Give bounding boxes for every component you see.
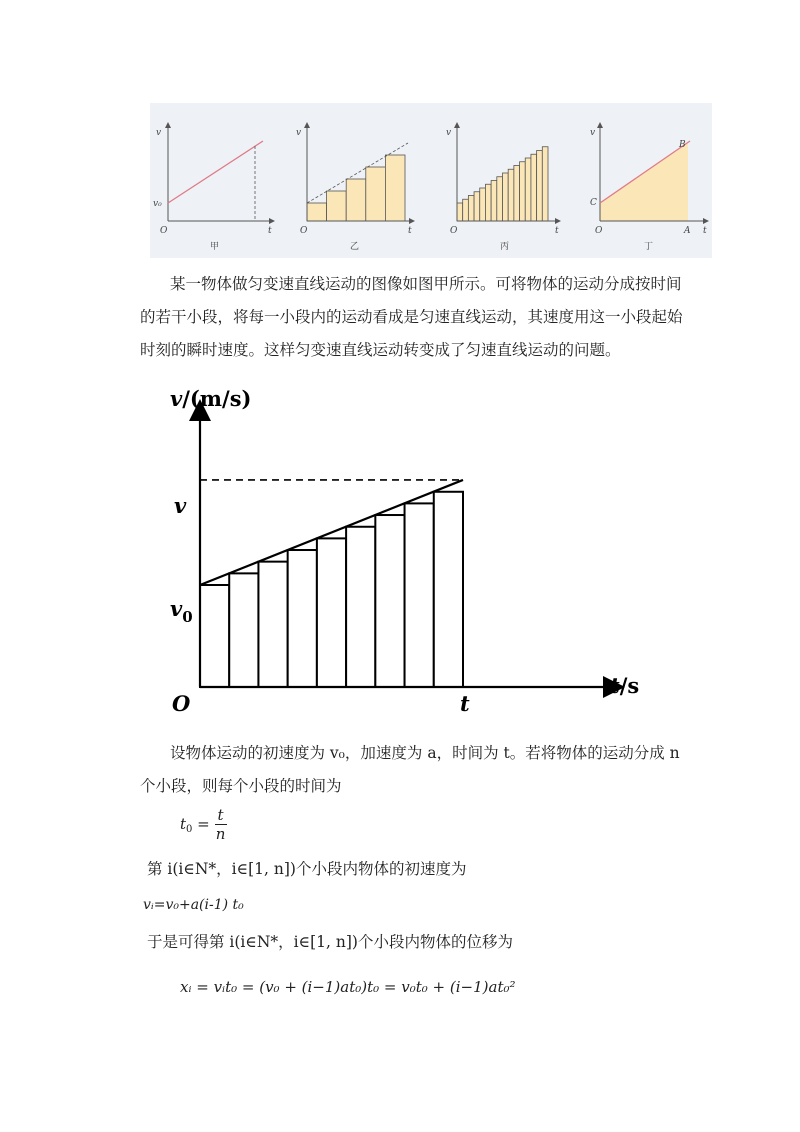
bing-t-label: t	[555, 226, 559, 236]
bing-v-label: v	[446, 128, 452, 138]
yi-caption: 乙	[350, 242, 360, 252]
bing-bar	[468, 196, 474, 222]
vt-y-symbol: v	[170, 386, 183, 411]
vi-intro	[140, 853, 700, 886]
vt-bar	[405, 503, 434, 687]
setup-line-2: 个小段，则每个小段的时间为	[140, 777, 342, 795]
bing-bar	[520, 162, 526, 221]
bing-bar	[525, 158, 531, 221]
bing-bar	[463, 199, 469, 221]
vi-intro-text: 第 i(i∈N*，i∈[1, n])个小段内物体的初速度为	[147, 860, 467, 878]
ding-v-label: v	[590, 128, 596, 138]
yi-bar	[385, 155, 405, 221]
formula-t0-eq: =	[192, 814, 215, 833]
ding-origin-label: O	[595, 226, 603, 236]
bing-origin-label: O	[450, 226, 458, 236]
yi-v-label: v	[296, 128, 302, 138]
ding-b-label: B	[679, 140, 686, 150]
setup-line-1: 设物体运动的初速度为 v₀，加速度为 a，时间为 t。若将物体的运动分成 n	[170, 744, 680, 762]
bing-bar	[542, 147, 548, 221]
jia-velocity-line	[168, 141, 263, 203]
bing-bar	[480, 188, 486, 221]
vt-y-unit: /(m/s)	[182, 386, 252, 411]
formula-t0-numerator: t	[215, 806, 227, 825]
yi-bar	[307, 203, 327, 221]
ding-c-label: C	[590, 198, 597, 208]
vt-x-axis-label	[610, 673, 639, 698]
xi-intro-text: 于是可得第 i(i∈N*，i∈[1, n])个小段内物体的位移为	[147, 933, 513, 951]
bing-bar	[497, 177, 503, 221]
formula-t0-denominator: n	[215, 825, 226, 843]
formula-xi: xᵢ = vᵢt₀ = (v₀ + (i−1)at₀)t₀ = v₀t₀ + (i−1)at₀²	[180, 978, 516, 996]
formula-t0-lhs-sub: 0	[186, 823, 193, 835]
jia-v-label: v	[156, 128, 162, 138]
bing-bar	[508, 169, 514, 221]
bing-caption: 丙	[500, 242, 510, 252]
ding-a-label: A	[684, 226, 691, 236]
vt-bar	[317, 538, 346, 687]
vt-bar	[288, 550, 317, 687]
bing-bar	[503, 173, 509, 221]
vt-origin-label: O	[172, 691, 191, 716]
graph-yi	[296, 125, 412, 252]
yi-t-label: t	[408, 226, 412, 236]
vt-v-tick: v	[174, 493, 187, 518]
bing-bar	[491, 181, 497, 222]
jia-caption: 甲	[210, 242, 220, 252]
vt-t-tick: t	[460, 691, 470, 716]
formula-vi: vᵢ=v₀+a(i-1) t₀	[143, 897, 244, 913]
bing-bar	[485, 184, 491, 221]
bing-bar	[531, 154, 537, 221]
intro-paragraph	[140, 268, 700, 367]
ding-t-label: t	[703, 226, 707, 236]
ding-caption: 丁	[644, 242, 654, 252]
bing-bars	[457, 147, 548, 221]
yi-bars	[307, 155, 405, 221]
bing-bar	[474, 192, 480, 221]
graph-strip	[150, 103, 712, 258]
graph-jia	[153, 125, 272, 252]
vt-bars	[200, 492, 463, 687]
bing-bar	[537, 151, 543, 222]
jia-origin-label: O	[160, 226, 168, 236]
vt-bar	[200, 585, 229, 687]
vt-x-symbol: t	[610, 673, 620, 698]
setup-paragraph	[140, 737, 700, 803]
intro-line-2: 的若干小段，将每一小段内的运动看成是匀速直线运动，其速度用这一小段起始	[140, 308, 683, 326]
yi-bar	[366, 167, 386, 221]
graph-ding	[590, 125, 707, 252]
vt-chart	[150, 380, 650, 720]
vt-bar	[346, 527, 375, 687]
graph-bing	[446, 125, 559, 252]
vt-bar	[258, 562, 287, 687]
yi-bar	[346, 179, 366, 221]
bing-bar	[457, 203, 463, 221]
vt-x-unit: /s	[619, 673, 640, 698]
formula-t0	[180, 806, 227, 843]
vt-v0-tick	[170, 596, 193, 626]
formula-t0-lhs: t	[180, 814, 187, 833]
ding-area	[600, 143, 688, 221]
vt-bar	[434, 492, 463, 687]
intro-line-1: 某一物体做匀变速直线运动的图像如图甲所示。可将物体的运动分成按时间	[170, 275, 682, 293]
vt-y-axis-label	[170, 386, 251, 411]
vt-v0-tick-sub: 0	[182, 608, 193, 626]
vt-bar	[375, 515, 404, 687]
yi-origin-label: O	[300, 226, 308, 236]
jia-v0-label: v₀	[153, 199, 162, 209]
jia-t-label: t	[268, 226, 272, 236]
intro-line-3: 时刻的瞬时速度。这样匀变速直线运动转变成了匀速直线运动的问题。	[140, 341, 621, 359]
yi-bar	[327, 191, 347, 221]
xi-intro	[140, 926, 700, 959]
vt-bar	[229, 573, 258, 687]
bing-bar	[514, 166, 520, 222]
vt-v0-tick-base: v	[170, 596, 183, 621]
graph-strip-svg	[150, 103, 712, 258]
